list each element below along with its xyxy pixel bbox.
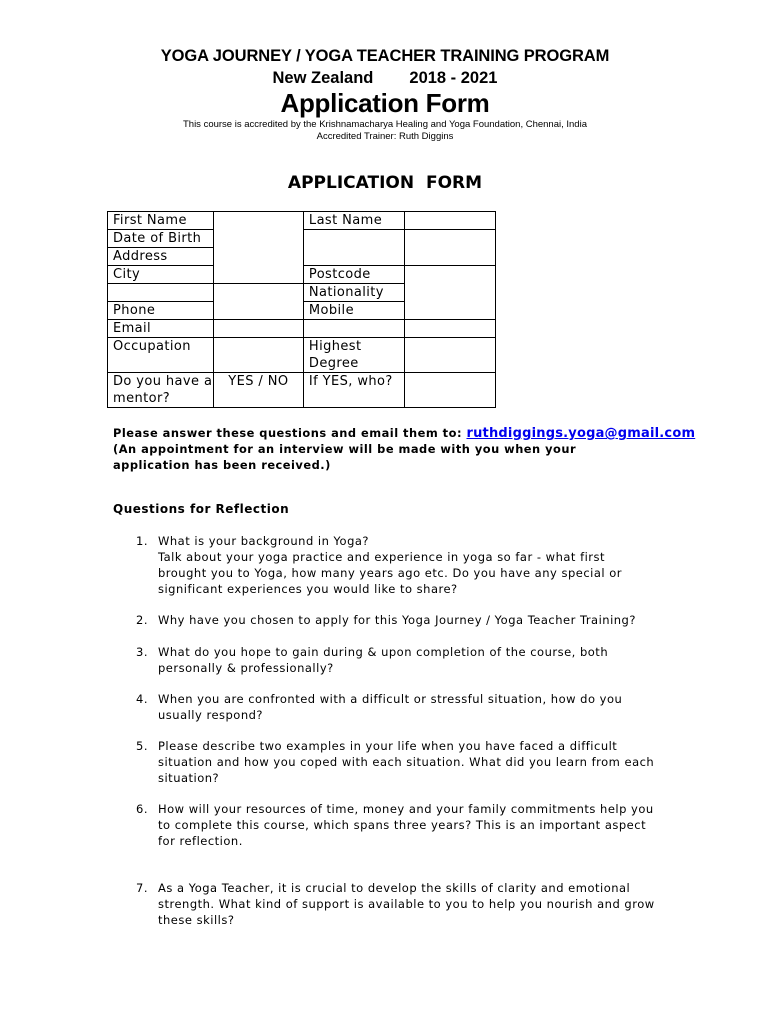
table-row: [108, 338, 496, 373]
question-item: [136, 738, 656, 786]
email-label: Email: [108, 320, 214, 338]
last-name-field[interactable]: [404, 212, 495, 230]
dob-label: Date of Birth: [108, 230, 214, 248]
program-title: YOGA JOURNEY / YOGA TEACHER TRAINING PROGRAM: [160, 47, 610, 65]
question-text: What do you hope to gain during & upon completion of the course, both personally & professionally?: [158, 645, 609, 675]
dob-right-field[interactable]: [303, 230, 404, 266]
instruction-line: Please answer these questions and email them to: ruthdiggings.yoga@gmail.com: [113, 426, 696, 441]
question-item: [136, 801, 656, 849]
accredited-trainer: Accredited Trainer: Ruth Diggins: [316, 131, 454, 142]
table-row: [108, 373, 496, 408]
city-label: City: [108, 266, 214, 284]
mobile-label: Mobile: [303, 302, 404, 320]
address-label: Address: [108, 248, 214, 266]
mentor-label: Do you have a mentor?: [108, 373, 214, 408]
question-text: Talk about your yoga practice and experience in yoga so far - what first brought you to Yoga, how many years ago etc. Do you have any special or significant experiences you would like to share?: [158, 550, 623, 596]
question-number: 7.: [136, 881, 148, 895]
question-number: 5.: [136, 739, 148, 753]
blank-label: [108, 284, 214, 302]
if-yes-label: If YES, who?: [303, 373, 404, 408]
highest-degree-field[interactable]: [404, 338, 495, 373]
question-number: 2.: [136, 613, 148, 627]
question-text: Please describe two examples in your life when you have faced a difficult situation and how you coped with each situation. What did you learn from each situation?: [158, 739, 655, 785]
occupation-label: Occupation: [108, 338, 214, 373]
question-text: As a Yoga Teacher, it is crucial to develop the skills of clarity and emotional strength. What kind of support is available to you to help you nourish and grow these skills?: [158, 881, 655, 927]
question-item: [136, 880, 656, 928]
question-item: [136, 691, 656, 723]
email-right-blank: [303, 320, 404, 338]
question-text: How will your resources of time, money and your family commitments help you to complete this course, which spans three years? This is an important aspect for reflection.: [158, 802, 654, 848]
form-title: Application Form: [280, 88, 490, 118]
first-name-field[interactable]: [213, 212, 303, 284]
question-text: Why have you chosen to apply for this Yoga Journey / Yoga Teacher Training?: [158, 613, 636, 627]
question-item: [136, 533, 656, 597]
phone-field[interactable]: [213, 284, 303, 320]
dob-extra-field[interactable]: [404, 230, 495, 266]
email-link[interactable]: ruthdiggings.yoga@gmail.com: [466, 426, 696, 441]
country: New Zealand: [272, 69, 374, 87]
mentor-yes-no[interactable]: YES / NO: [213, 373, 303, 408]
accreditation-note: This course is accredited by the Krishnamacharya Healing and Yoga Foundation, Chennai, India: [182, 119, 587, 130]
postcode-field[interactable]: [404, 266, 495, 320]
questions-heading: Questions for Reflection: [113, 502, 290, 516]
question-text: What is your background in Yoga?: [158, 534, 370, 548]
question-number: 3.: [136, 645, 148, 659]
first-name-label: First Name: [108, 212, 214, 230]
question-number: 4.: [136, 692, 148, 706]
postcode-label: Postcode: [303, 266, 404, 284]
table-row: [108, 320, 496, 338]
question-item: [136, 612, 656, 628]
question-item: [136, 644, 656, 676]
section-title: APPLICATION FORM: [287, 173, 483, 193]
phone-label: Phone: [108, 302, 214, 320]
question-number: 1.: [136, 534, 148, 548]
question-number: 6.: [136, 802, 148, 816]
email-field[interactable]: [213, 320, 303, 338]
applicant-details-table: [107, 211, 496, 408]
last-name-label: Last Name: [303, 212, 404, 230]
occupation-field[interactable]: [213, 338, 303, 373]
email-right-field[interactable]: [404, 320, 495, 338]
years: 2018 - 2021: [409, 69, 498, 87]
table-row: [108, 212, 496, 230]
interview-note: (An appointment for an interview will be made with you when your application has been received.): [113, 442, 577, 472]
nationality-label: Nationality: [303, 284, 404, 302]
highest-degree-label: Highest Degree: [303, 338, 404, 373]
mentor-name-field[interactable]: [404, 373, 495, 408]
country-years: [0, 69, 770, 88]
question-text: When you are confronted with a difficult or stressful situation, how do you usually respond?: [158, 692, 623, 722]
